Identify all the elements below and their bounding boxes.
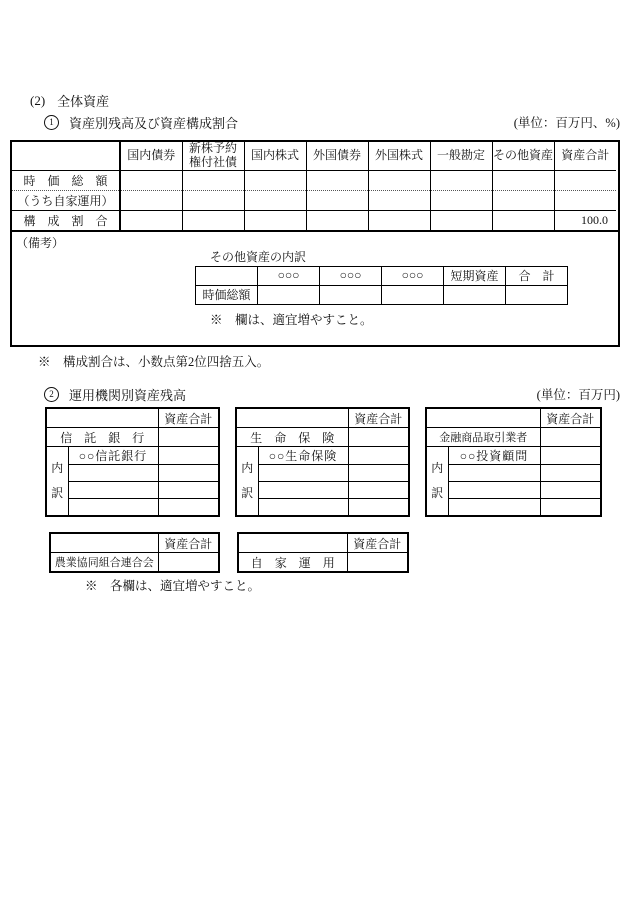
institution-name: 金融商品取引業者 xyxy=(426,428,540,447)
breakdown-header-circles: ○○○ xyxy=(320,266,382,285)
self-managed-cell xyxy=(306,190,368,210)
corner-cell xyxy=(12,142,120,170)
sub2-heading xyxy=(44,385,186,404)
sub2-title: 運用機関別資産残高 xyxy=(69,388,187,403)
market-value-cell xyxy=(244,170,306,190)
col-header-foreign-bonds: 外国債券 xyxy=(306,142,368,170)
header-empty-cell xyxy=(236,408,348,428)
market-value-cell xyxy=(368,170,430,190)
detail-value-cell xyxy=(158,482,219,499)
detail-name-cell xyxy=(448,482,540,499)
circled-number-1: 1 xyxy=(44,115,59,130)
col-header-domestic-bonds: 国内債券 xyxy=(120,142,182,170)
detail-name-cell xyxy=(258,499,348,517)
asset-composition-table xyxy=(12,142,616,230)
detail-value-cell xyxy=(348,465,409,482)
breakdown-note: ※ 欄は、適宜増やすこと。 xyxy=(210,312,373,327)
breakdown-header-short-term: 短期資産 xyxy=(444,266,506,285)
detail-name-cell xyxy=(68,499,158,517)
total-assets-header: 資産合計 xyxy=(158,533,219,553)
remarks-label: （備考） xyxy=(16,235,65,250)
col-header-general-account: 一般勘定 xyxy=(430,142,492,170)
header-empty-cell xyxy=(50,533,158,553)
col-header-other-assets: その他資産 xyxy=(492,142,554,170)
detail-name-cell xyxy=(448,499,540,517)
sub1-heading xyxy=(44,113,238,132)
total-assets-header: 資産合計 xyxy=(158,408,219,428)
col-header-foreign-stocks: 外国株式 xyxy=(368,142,430,170)
breakdown-value-cell xyxy=(444,285,506,304)
circled-number-2: 2 xyxy=(44,387,59,402)
breakdown-row-label: 時価総額 xyxy=(196,285,258,304)
trust-bank-table xyxy=(45,407,220,517)
total-assets-header: 資産合計 xyxy=(540,408,601,428)
section-number: (2) xyxy=(30,92,46,108)
breakdown-corner-cell xyxy=(196,266,258,285)
sub1-title: 資産別残高及び資産構成割合 xyxy=(69,116,239,131)
market-value-cell xyxy=(492,170,554,190)
unit-label-2: (単位：百万円) xyxy=(536,388,620,402)
breakdown-header-circles: ○○○ xyxy=(382,266,444,285)
market-value-cell xyxy=(430,170,492,190)
self-managed-cell xyxy=(492,190,554,210)
breakdown-value-cell xyxy=(506,285,568,304)
self-managed-cell xyxy=(554,190,616,210)
detail-name-cell xyxy=(68,482,158,499)
total-value-cell xyxy=(158,428,219,447)
unit-label-1: (単位：百万円、%) xyxy=(513,116,620,130)
breakdown-header-total: 合 計 xyxy=(506,266,568,285)
detail-name-cell xyxy=(258,482,348,499)
life-insurance-table xyxy=(235,407,410,517)
financial-operator-table xyxy=(425,407,602,517)
detail-value-cell xyxy=(348,482,409,499)
self-managed-cell xyxy=(182,190,244,210)
breakdown-vertical-label: 内 訳 xyxy=(426,447,448,517)
detail-value-cell xyxy=(540,465,601,482)
detail-name-cell: ○○生命保険 xyxy=(258,447,348,465)
self-managed-cell xyxy=(120,190,182,210)
total-value-cell xyxy=(347,553,408,573)
total-value-cell xyxy=(348,428,409,447)
row-label-self-managed: （うち自家運用） xyxy=(12,190,120,210)
market-value-cell xyxy=(306,170,368,190)
total-value-cell xyxy=(540,428,601,447)
total-assets-header: 資産合計 xyxy=(348,408,409,428)
detail-value-cell xyxy=(158,447,219,465)
institution-name: 生 命 保 険 xyxy=(236,428,348,447)
market-value-cell xyxy=(554,170,616,190)
header-empty-cell xyxy=(238,533,347,553)
breakdown-vertical-label: 内 訳 xyxy=(46,447,68,517)
detail-name-cell xyxy=(68,465,158,482)
composition-cell xyxy=(182,210,244,230)
detail-value-cell xyxy=(348,499,409,517)
breakdown-title: その他資産の内訳 xyxy=(210,249,307,264)
detail-name-cell: ○○信託銀行 xyxy=(68,447,158,465)
breakdown-value-cell xyxy=(382,285,444,304)
composition-total-cell: 100.0 xyxy=(581,212,608,227)
detail-name-cell xyxy=(448,465,540,482)
row-label-market-value: 時 価 総 額 xyxy=(12,170,120,190)
institution-name: 自 家 運 用 xyxy=(238,553,347,573)
columns-note: ※ 各欄は、適宜増やすこと。 xyxy=(85,579,261,593)
breakdown-value-cell xyxy=(320,285,382,304)
rounding-note: ※ 構成割合は、小数点第2位四捨五入。 xyxy=(38,355,270,369)
breakdown-vertical-label: 内 訳 xyxy=(236,447,258,517)
section-title: 全体資産 xyxy=(57,94,110,109)
asset-table-box xyxy=(10,140,620,347)
composition-cell xyxy=(244,210,306,230)
composition-cell xyxy=(368,210,430,230)
self-managed-cell xyxy=(368,190,430,210)
self-managed-cell xyxy=(430,190,492,210)
composition-cell xyxy=(120,210,182,230)
col-header-domestic-stocks: 国内株式 xyxy=(244,142,306,170)
header-empty-cell xyxy=(46,408,158,428)
section-heading xyxy=(30,91,109,110)
header-empty-cell xyxy=(426,408,540,428)
total-value-cell xyxy=(158,553,219,573)
self-managed-cell xyxy=(244,190,306,210)
other-assets-breakdown-table xyxy=(195,266,568,305)
composition-cell xyxy=(492,210,554,230)
total-assets-header: 資産合計 xyxy=(347,533,408,553)
col-header-total-assets: 資産合計 xyxy=(554,142,616,170)
market-value-cell xyxy=(182,170,244,190)
remarks-area xyxy=(12,232,618,345)
row-label-composition: 構 成 割 合 xyxy=(12,210,120,230)
self-management-table xyxy=(237,532,409,573)
composition-cell xyxy=(430,210,492,230)
detail-value-cell xyxy=(158,499,219,517)
market-value-cell xyxy=(120,170,182,190)
detail-value-cell xyxy=(540,499,601,517)
institution-name: 信 託 銀 行 xyxy=(46,428,158,447)
agricultural-coop-table xyxy=(49,532,220,573)
col-header-convertible-bonds: 新株予約 権付社債 xyxy=(182,142,244,170)
detail-value-cell xyxy=(158,465,219,482)
composition-cell xyxy=(306,210,368,230)
detail-value-cell xyxy=(540,482,601,499)
detail-name-cell: ○○投資顧問 xyxy=(448,447,540,465)
institution-name: 農業協同組合連合会 xyxy=(50,553,158,573)
detail-name-cell xyxy=(258,465,348,482)
detail-value-cell xyxy=(348,447,409,465)
detail-value-cell xyxy=(540,447,601,465)
breakdown-value-cell xyxy=(258,285,320,304)
breakdown-header-circles: ○○○ xyxy=(258,266,320,285)
